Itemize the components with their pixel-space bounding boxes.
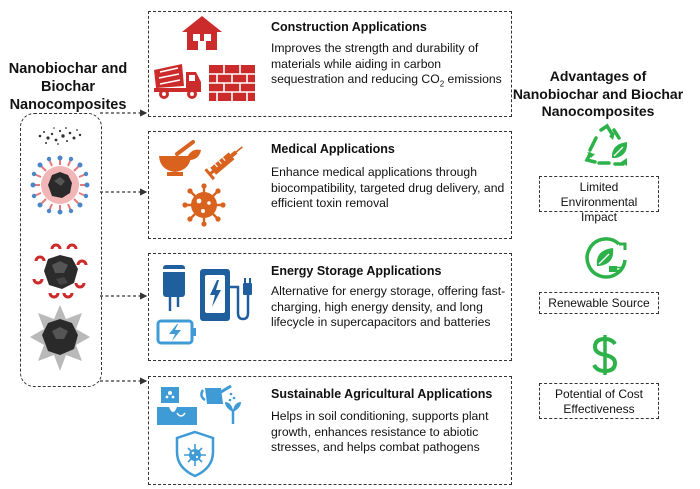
construction-description: Improves the strength and durability of materials while aiding in carbon sequestration and reducing $CO_2$ emissions xyxy=(271,41,502,89)
agricultural-title: Sustainable Agricultural Applications xyxy=(271,387,493,401)
ev-charging-station-icon xyxy=(198,265,250,325)
energy-storage-description: Alternative for energy storage, offering fast-charging, high energy density, and long lifecycle in supercapacitors and batteries xyxy=(271,284,506,329)
advantage-limited-environmental-impact: Limited Environmental Impact xyxy=(539,176,659,212)
soil-conditioning-icon xyxy=(155,383,199,427)
eco-plug-icon xyxy=(583,236,629,282)
construction-title: Construction Applications xyxy=(271,20,427,34)
syringe-icon xyxy=(202,140,248,184)
advantage-cost-effectiveness: Potential of Cost Effectiveness xyxy=(539,383,659,419)
battery-charging-icon xyxy=(156,318,198,346)
capacitor-icon xyxy=(160,263,188,313)
mortar-pestle-icon xyxy=(157,140,205,180)
house-icon xyxy=(180,14,224,52)
watering-plant-icon xyxy=(201,380,243,426)
left-title: Nanobiochar and Biochar Nanocomposites xyxy=(8,61,128,113)
agricultural-description: Helps in soil conditioning, supports plant growth, enhances resistance to abiotic stresses, and helps combat pathogens xyxy=(271,409,489,454)
pathogen-shield-icon xyxy=(174,430,216,478)
brick-wall-icon xyxy=(209,65,255,101)
energy-storage-title: Energy Storage Applications xyxy=(271,264,442,278)
medical-description: Enhance medical applications through biocompatibility, targeted drug delivery, and efficient toxin removal xyxy=(271,165,505,210)
right-title: Advantages of Nanobiochar and Biochar Nanocomposites xyxy=(512,68,684,119)
dollar-icon xyxy=(590,333,620,377)
medical-title: Medical Applications xyxy=(271,142,395,156)
cement-mixer-truck-icon xyxy=(152,60,202,100)
advantage-renewable-source: Renewable Source xyxy=(539,292,659,314)
virus-icon xyxy=(182,183,226,227)
recycle-leaf-icon xyxy=(585,124,631,168)
